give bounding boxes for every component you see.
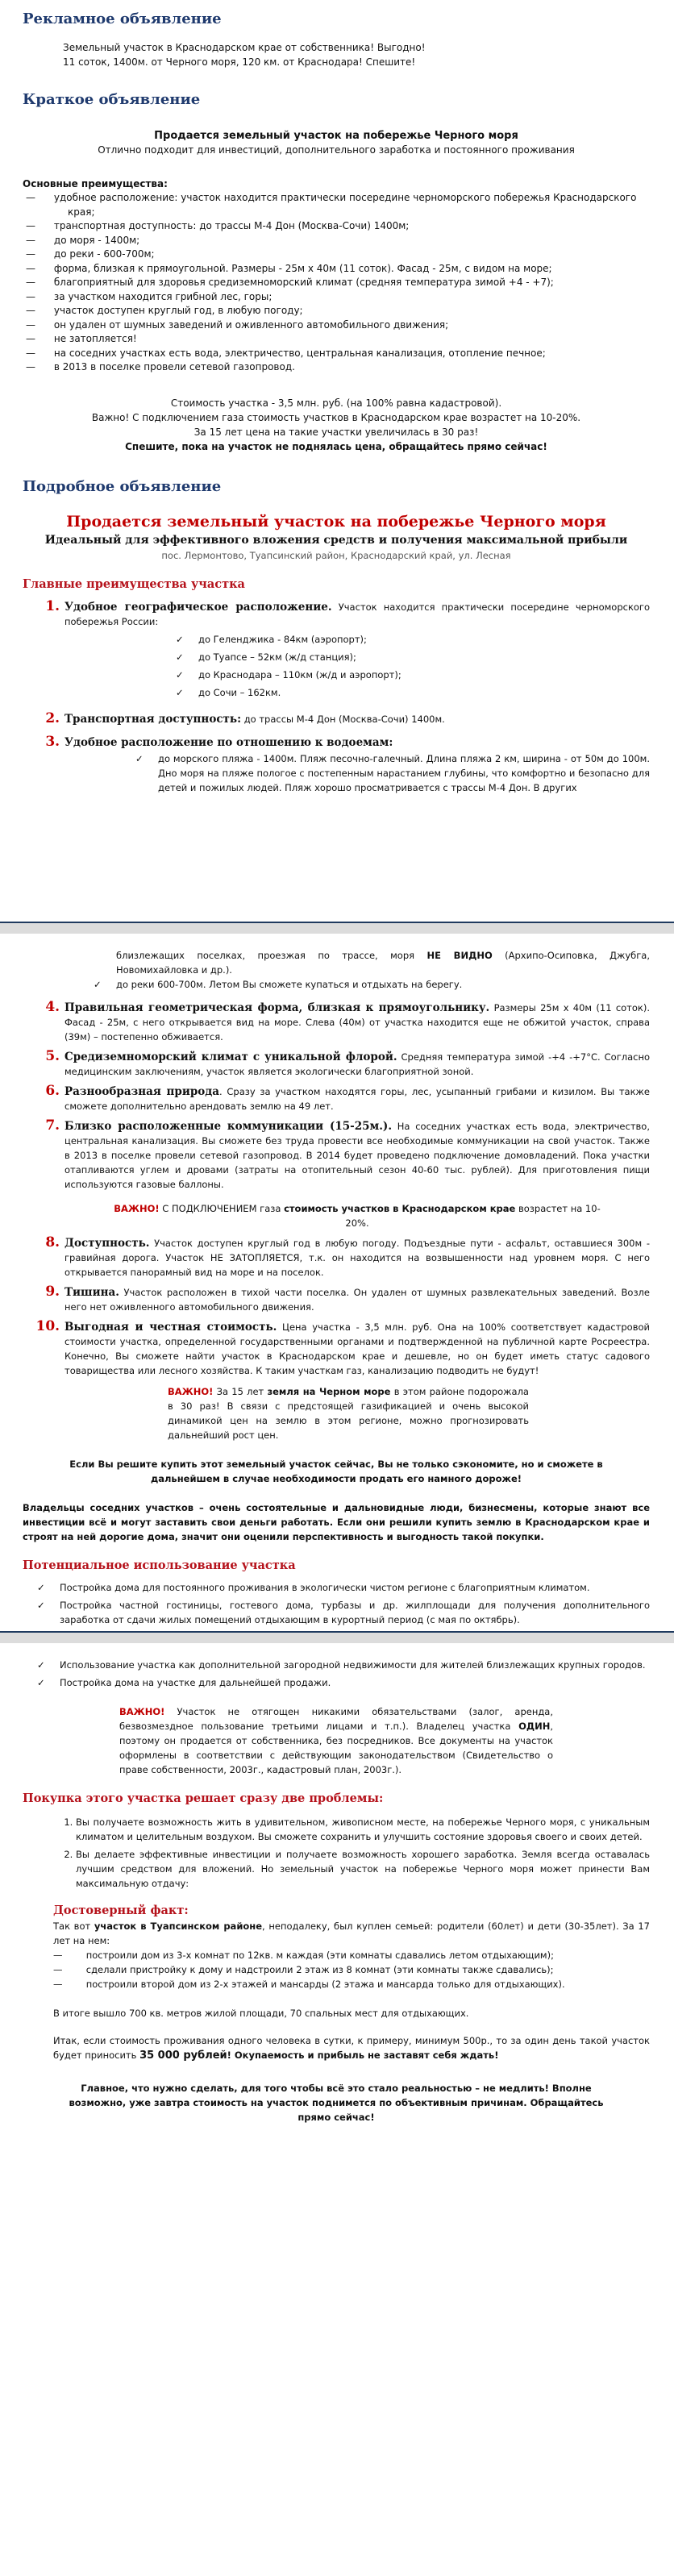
check-icon: ✓ bbox=[37, 1677, 45, 1688]
feature-list bbox=[23, 599, 650, 795]
list-item: ✓ до Краснодара – 110км (ж/д и аэропорт); bbox=[176, 668, 401, 680]
ad-heading: Рекламное объявление bbox=[23, 10, 222, 27]
list-item: — транспортная доступность: до трассы М-4 Дон (Москва-Сочи) 1400м; bbox=[26, 220, 410, 231]
page-1 bbox=[0, 0, 674, 923]
list-item: 1. Вы получаете возможность жить в удивительном, живописном месте, на побережье Черного моря, с уникальным климатом и целительным воздухом. Вы сможете сохранить и улучшить состояние здоровья своего и своих детей. bbox=[76, 1815, 650, 1844]
list-item: — не затопляется! bbox=[26, 333, 137, 344]
short-hurry: Спешите, пока на участок не поднялась цена, обращайтесь прямо сейчас! bbox=[125, 440, 547, 452]
check-icon: ✓ bbox=[37, 1600, 45, 1611]
list-item: ✓ Постройка частной гостиницы, гостевого дома, турбазы и др. жилплощади для получения дополнительного заработка от сдачи жилых помещений отдыхающим в курортный период (с мая по октябрь). bbox=[37, 1600, 650, 1625]
feature-9: 9. Тишина. Участок расположен в тихой части поселка. Он удален от шумных развлекательных заведений. Возле него нет оживленного автомобильного движения. bbox=[64, 1284, 650, 1314]
short-growth: За 15 лет цена на такие участки увеличилась в 30 раз! bbox=[193, 426, 479, 438]
list-item bbox=[23, 1630, 650, 1633]
list-item: — участок доступен круглый год, в любую погоду; bbox=[26, 305, 303, 316]
list-item: ✓ до Туапсе – 52км (ж/д станция); bbox=[176, 651, 356, 663]
detail-address: пос. Лермонтово, Туапсинский район, Краснодарский край, ул. Лесная bbox=[161, 549, 511, 561]
feature-1: 1. Удобное географическое расположение. Участок находится практически посередине черноморского побережья России: ✓ до Геленджика - 84км (аэропорт); ✓ до Туапсе – 52км (ж/д станция); ✓ до Краснодара – 110км (ж/д и аэропорт); ✓ до Сочи – 162км. bbox=[64, 599, 650, 700]
list-item: — удобное расположение: участок находится практически посередине черноморского побережья Краснодарского края; bbox=[26, 192, 637, 218]
feature-3-continued: близлежащих поселках, проезжая по трассе, моря НЕ ВИДНО (Архипо-Осиповка, Джубга, Новомихайловка и др.). bbox=[116, 950, 650, 976]
growth-note: ВАЖНО! За 15 лет земля на Черном море в этом районе подорожала в 30 раз! В связи с предстоящей газификацией и очень высокой динамикой цен на землю в этом регионе, можно прогнозировать дальнейший рост цен. bbox=[168, 1386, 529, 1441]
feature-4: 4. Правильная геометрическая форма, близкая к прямоугольнику. Размеры 25м х 40м (11 соток). Фасад - 25м, с него открывается вид на море. Слева (40м) от участка находится еще не обжитой участок, справа (39м) – постепенно обживается. bbox=[64, 1000, 650, 1044]
detail-subtitle: Идеальный для эффективного вложения средств и получения максимальной прибыли bbox=[44, 533, 628, 547]
detail-title: Продается земельный участок на побережье Черного моря bbox=[66, 512, 606, 531]
feature-8: 8. Доступность. Участок доступен круглый год в любую погоду. Подъездные пути - асфальт, оставшиеся 300м - гравийная дорога. Участок НЕ ЗАТОПЛЯЕТСЯ, т.к. он находится на возвышенности над уровнем моря. С него открывается панорамный вид на море и на поселок. bbox=[64, 1235, 650, 1280]
list-item: ✓ Постройка дома для постоянного проживания в экологически чистом регионе с благоприятным климатом. bbox=[37, 1582, 590, 1593]
use-list-cont bbox=[23, 1658, 650, 1690]
short-heading: Краткое объявление bbox=[23, 91, 201, 108]
list-item: — благоприятный для здоровья средиземноморский климат (средняя температура зимой +4 - +7); bbox=[26, 277, 554, 288]
list-item: — за участком находится грибной лес, горы; bbox=[26, 290, 273, 302]
short-adv-list bbox=[23, 191, 650, 375]
list-item: — в 2013 в поселке провели сетевой газопровод. bbox=[26, 361, 295, 372]
detail-heading: Подробное объявление bbox=[23, 477, 222, 495]
income-note: Итак, если стоимость проживания одного человека в сутки, к примеру, минимум 500р., то за один день такой участок будет приносить 35 000 рублей! Окупаемость и прибыль не заставят себя ждать! bbox=[53, 2035, 650, 2062]
use-heading: Потенциальное использование участка bbox=[23, 1559, 296, 1572]
check-icon: ✓ bbox=[135, 752, 144, 764]
check-icon: ✓ bbox=[94, 979, 102, 990]
fact-list bbox=[53, 1948, 650, 1991]
save-note: Если Вы решите купить этот земельный участок сейчас, Вы не только сэкономите, но и сможете в дальнейшем в случае необходимости продать его намного дороже! bbox=[69, 1459, 603, 1484]
page-2 bbox=[0, 934, 674, 1633]
feature-7: 7. Близко расположенные коммуникации (15-25м.). На соседних участках есть вода, электричество, центральная канализация. Вы сможете без труда провести все необходимые коммуникации на свой участок. Также в 2013 в поселке провели сетевой газопровод. В 2014 будет проведено подключение домовладений. Пока участки отапливаются углем и дровами (затраты на отопительный сезон 40-60 тыс. рублей). Для приготовления пищи используются газовые баллоны. ВАЖНО! С ПОДКЛЮЧЕНИЕМ газа стоимость участков в Краснодарском крае возрастет на 10-20%. bbox=[64, 1118, 650, 1230]
use-list bbox=[23, 1580, 650, 1633]
list-item: — построили дом из 3-х комнат по 12кв. м каждая (эти комнаты сдавались летом отдыхающим); bbox=[53, 1950, 554, 1961]
check-icon: ✓ bbox=[37, 1582, 45, 1593]
feature-list-cont bbox=[23, 1000, 650, 1378]
gas-note: ВАЖНО! С ПОДКЛЮЧЕНИЕМ газа стоимость участков в Краснодарском крае возрастет на 10-20%. bbox=[114, 1203, 601, 1229]
problems-heading: Покупка этого участка решает сразу две проблемы: bbox=[23, 1792, 384, 1805]
check-icon bbox=[37, 1630, 45, 1633]
feature-10: 10. Выгодная и честная стоимость. Цена участка - 3,5 млн. руб. Она на 100% соответствует кадастровой стоимости участка, определенной государственными органами и подтвержденной на публичной карте Росреестра. Конечно, Вы сможете найти участок в Краснодарском крае и дешевле, но он будет иметь статус садового товарищества или лесного хозяйства. К таким участкам газ, канализацию подводить не будут! bbox=[64, 1319, 650, 1378]
list-item: — форма, близкая к прямоугольной. Размеры - 25м х 40м (11 соток). Фасад - 25м, с видом на море; bbox=[26, 262, 552, 274]
total-note: В итоге вышло 700 кв. метров жилой площади, 70 спальных мест для отдыхающих. bbox=[53, 2008, 469, 2019]
list-item: — до реки - 600-700м; bbox=[26, 248, 155, 260]
feature-3: 3. Удобное расположение по отношению к водоемам: ✓ до морского пляжа - 1400м. Пляж песочно-галечный. Длина пляжа 2 км, ширина - от 50м до 100м. Дно моря на пляже пологое с постепенным нарастанием глубины, что комфортно и безопасно для детей и пожилых людей. Пляж хорошо просматривается с трассы М-4 Дон. В других bbox=[64, 735, 650, 795]
check-icon: ✓ bbox=[176, 633, 184, 645]
ad-line-1: Земельный участок в Краснодарском крае от собственника! Выгодно! bbox=[63, 42, 426, 53]
list-item: ✓ до Геленджика - 84км (аэропорт); bbox=[176, 633, 367, 645]
final-note: Главное, что нужно сделать, для того чтобы всё это стало реальностью – не медлить! Вполне возможно, уже завтра стоимость на участок поднимется по объективным причинам. Обращайтесь прямо сейчас! bbox=[69, 2083, 604, 2123]
list-item: — на соседних участках есть вода, электричество, центральная канализация, отопление печное; bbox=[26, 347, 546, 359]
list-item: — он удален от шумных заведений и оживленного автомобильного движения; bbox=[26, 318, 449, 331]
short-subtitle: Отлично подходит для инвестиций, дополнительного заработка и постоянного проживания bbox=[98, 144, 575, 156]
adv-heading: Главные преимущества участка bbox=[23, 576, 245, 591]
list-item: — до моря - 1400м; bbox=[26, 234, 140, 246]
legal-note: ВАЖНО! Участок не отягощен никакими обязательствами (залог, аренда, безвозмездное пользование третьими лицами и т.п.). Владелец участка ОДИН, поэтому он продается от собственника, без посредников. Все документы на участок оформлены в соответствии с действующим законодательством (Свидетельство о праве собственности, 2003г., кадастровый план, 2003г.). bbox=[119, 1706, 553, 1775]
list-item: ✓ до реки 600-700м. Летом Вы сможете купаться и отдыхать на берегу. bbox=[94, 979, 463, 990]
list-item: 2. Вы делаете эффективные инвестиции и получаете возможность хорошего заработка. Земля всегда оставалась лучшим средством для вложений. Но земельный участок на побережье Черного моря может принести Вам максимальную отдачу: bbox=[76, 1847, 650, 1891]
list-item: ✓ Использование участка как дополнительной загородной недвижимости для жителей близлежащих крупных городов. bbox=[37, 1659, 646, 1671]
list-item: ✓ до Сочи – 162км. bbox=[176, 686, 281, 698]
short-adv-heading: Основные преимущества: bbox=[23, 178, 168, 189]
list-item: ✓ Постройка дома на участке для дальнейшей продажи. bbox=[37, 1677, 331, 1688]
feature-2: 2. Транспортная доступность: до трассы М-4 Дон (Москва-Сочи) 1400м. bbox=[64, 711, 650, 726]
list-item: — сделали пристройку к дому и надстроили 2 этаж из 8 комнат (эти комнаты также сдавались); bbox=[53, 1964, 554, 1975]
feature-6: 6. Разнообразная природа. Сразу за участком находятся горы, лес, усыпанный грибами и кизилом. Вы также сможете дополнительно арендовать землю на 49 лет. bbox=[64, 1084, 650, 1113]
problems-list bbox=[23, 1815, 650, 1891]
feature-5: 5. Средиземноморский климат с уникальной флорой. Средняя температура зимой -+4 -+7°С. Согласно медицинским заключениям, участок является экологически благоприятной зоной. bbox=[64, 1049, 650, 1079]
list-item: — построили второй дом из 2-х этажей и мансарды (2 этажа и мансарда только для отдыхающих). bbox=[53, 1979, 565, 1990]
ad-line-2: 11 соток, 1400м. от Черного моря, 120 км. от Краснодара! Спешите! bbox=[63, 56, 416, 68]
owners-note: Владельцы соседних участков – очень состоятельные и дальновидные люди, бизнесмены, которые знают все инвестиции всё и могут заставить свои деньги работать. Если они решили купить землю в Краснодарском крае и строят на ней дорогие дома, значит они оценили перспективность и выгодность такой покупки. bbox=[23, 1502, 650, 1542]
list-item: ✓ до морского пляжа - 1400м. Пляж песочно-галечный. Длина пляжа 2 км, ширина - от 50м до 100м. Дно моря на пляже пологое с постепенным нарастанием глубины, что комфортно и безопасно для детей и пожилых людей. Пляж хорошо просматривается с трассы М-4 Дон. В других bbox=[135, 752, 650, 793]
short-gas: Важно! С подключением газа стоимость участков в Краснодарском крае возрастет на 10-20%. bbox=[91, 411, 581, 423]
check-icon: ✓ bbox=[37, 1659, 45, 1671]
short-title: Продается земельный участок на побережье Черного моря bbox=[154, 130, 518, 142]
fact-intro: Так вот участок в Туапсинском районе, неподалеку, был куплен семьей: родители (60лет) и дети (30-35лет). За 17 лет на нем: bbox=[53, 1921, 651, 1946]
fact-heading: Достоверный факт: bbox=[53, 1904, 189, 1917]
short-price: Стоимость участка - 3,5 млн. руб. (на 100% равна кадастровой). bbox=[170, 397, 502, 409]
page-3 bbox=[0, 1643, 674, 2576]
check-icon: ✓ bbox=[176, 668, 184, 680]
check-icon: ✓ bbox=[176, 686, 184, 698]
check-icon: ✓ bbox=[176, 651, 184, 663]
